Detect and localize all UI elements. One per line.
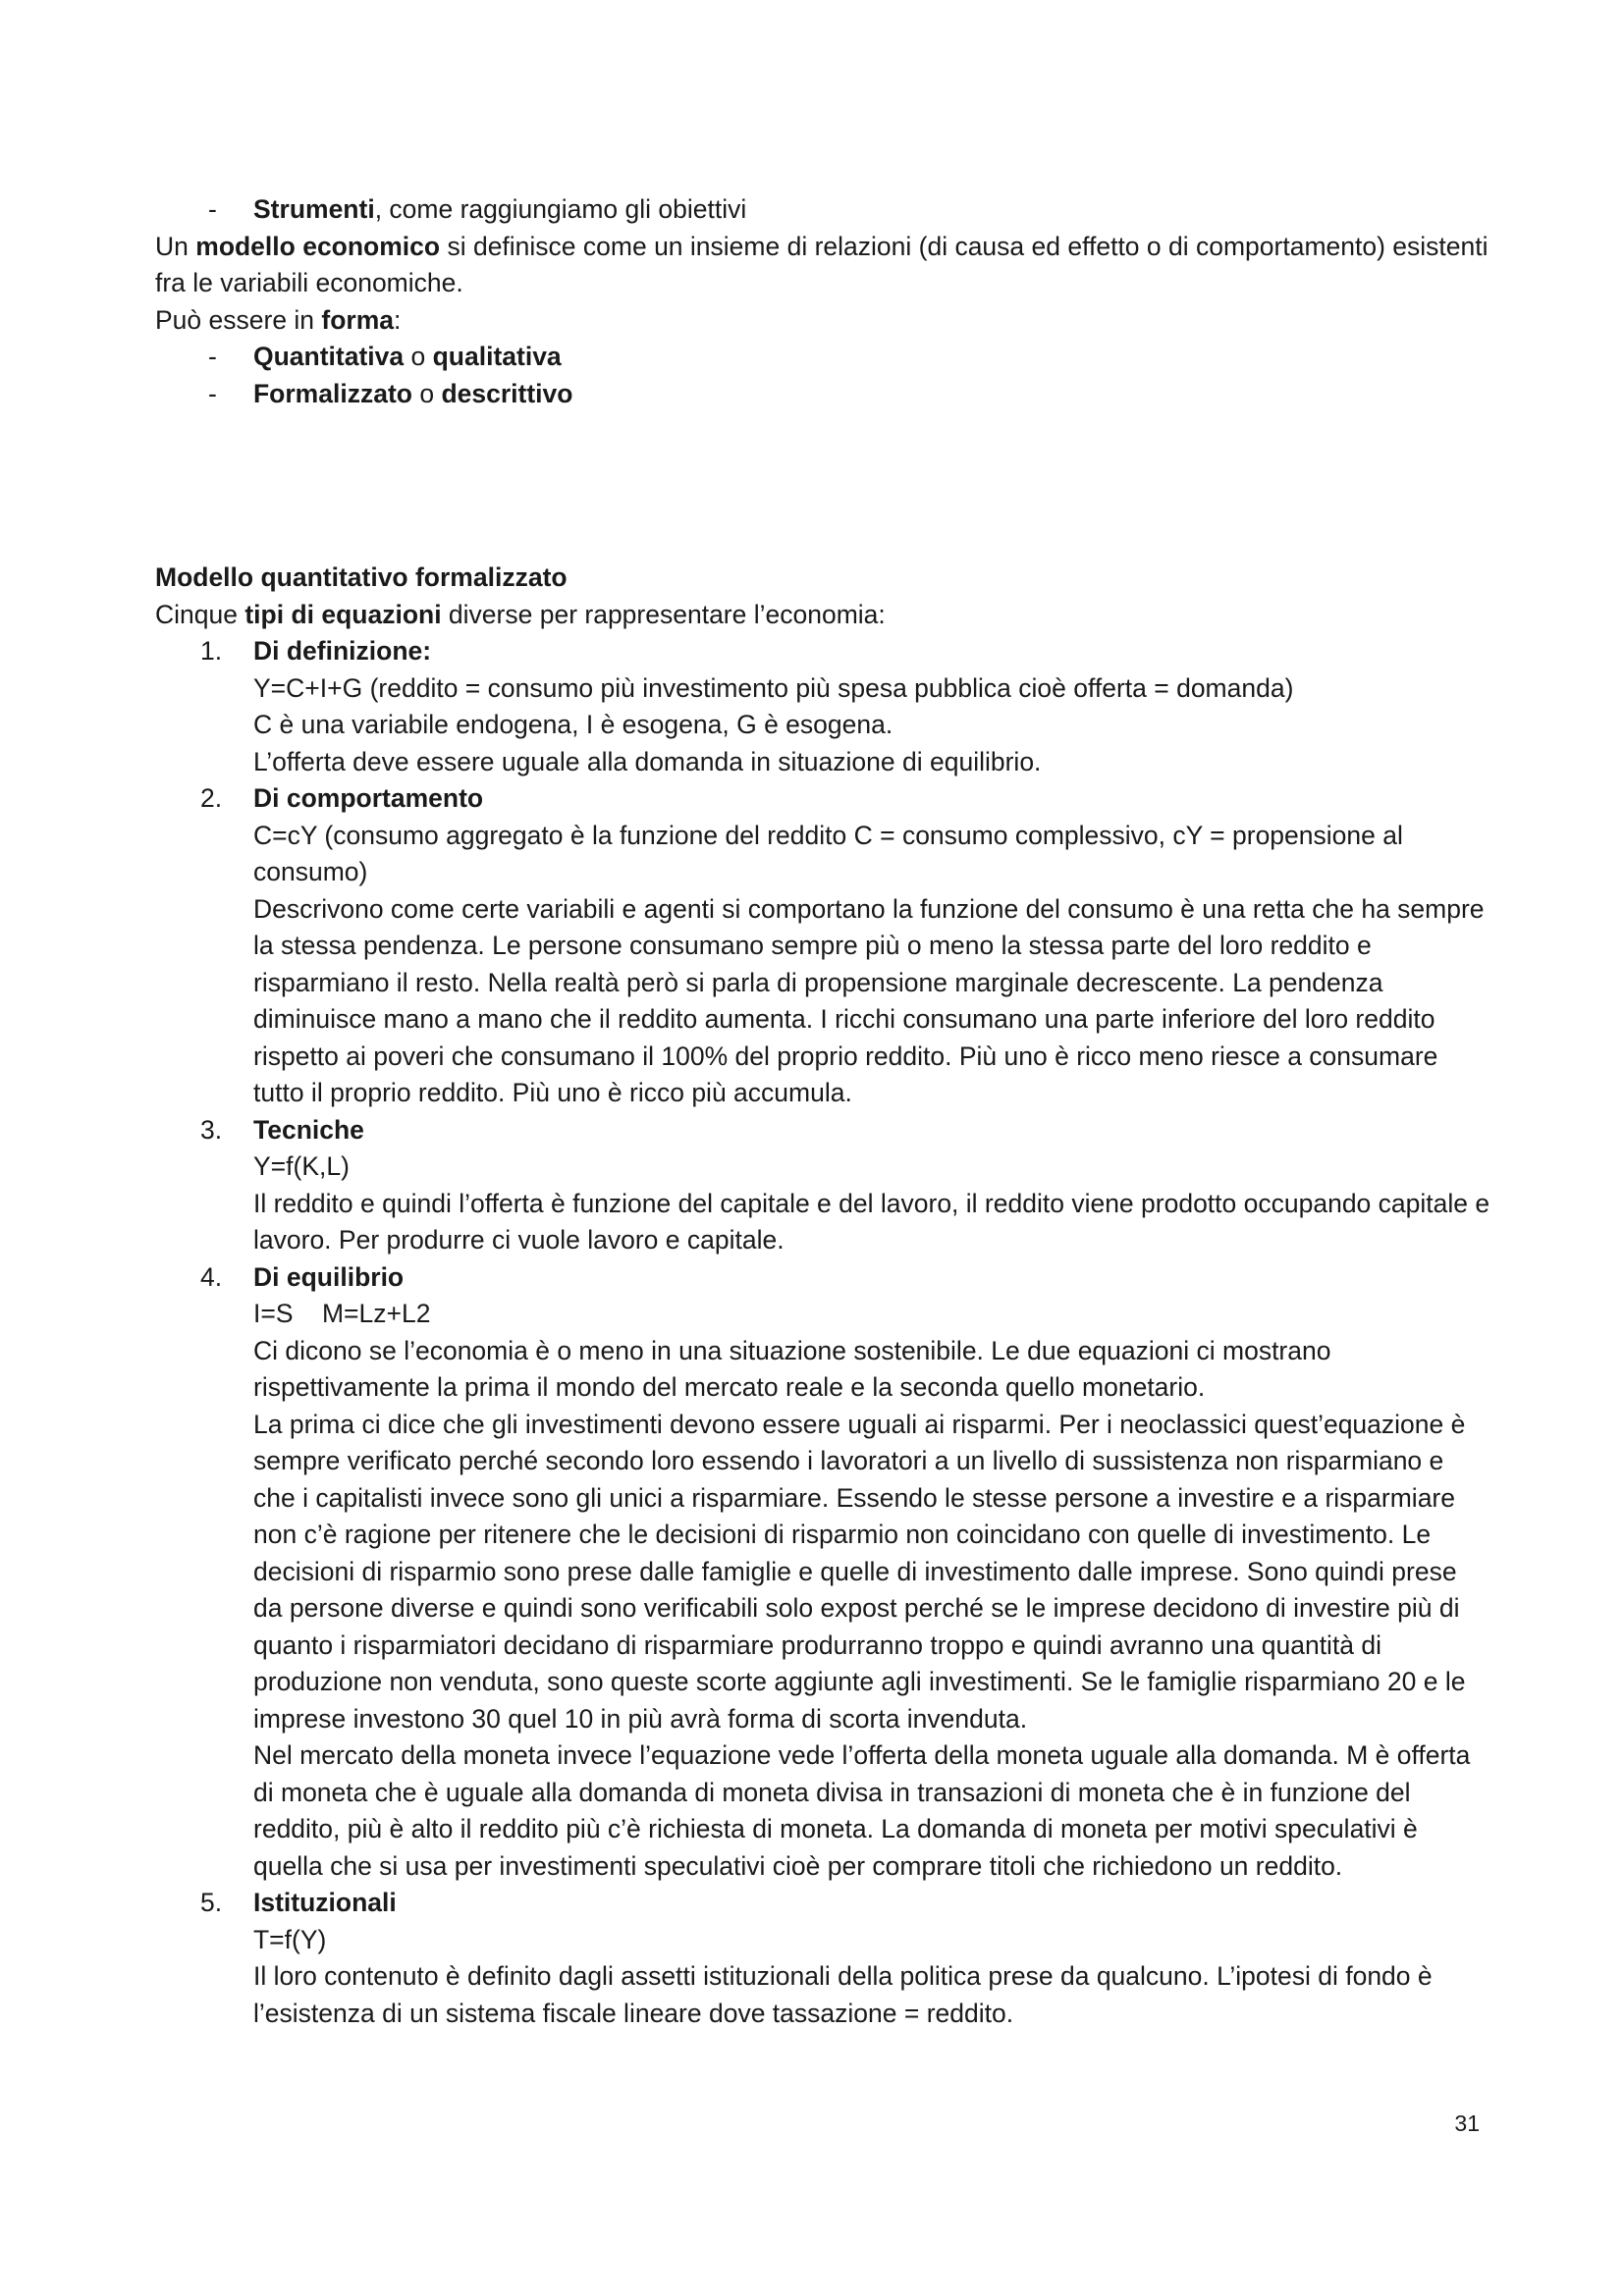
item-number: 5. — [200, 1888, 223, 1917]
equation-type-item — [155, 1259, 1490, 1297]
equation-type-item — [155, 780, 1490, 818]
dash-marker: - — [208, 378, 217, 408]
dash-marker: - — [208, 342, 217, 371]
section-intro: Cinque tipi di equazioni diverse per rappresentare l’economia: — [155, 599, 886, 629]
forma-item: - Quantitativa o qualitativa — [155, 339, 1490, 376]
item-title: Istituzionali — [253, 1888, 397, 1917]
forma-item: - Formalizzato o descrittivo — [155, 376, 1490, 413]
item-number: 2. — [200, 783, 223, 813]
forma-line: Può essere in forma: — [155, 304, 402, 335]
bullet-text: Strumenti, come raggiungiamo gli obiettivi — [253, 194, 747, 224]
equation-type-item: 1. Di definizione: — [155, 633, 1490, 670]
item-number: 1. — [200, 636, 223, 666]
item-number: 4. — [200, 1261, 223, 1292]
item-body: I=S M=Lz+L2 Ci dicono se l’economia è o meno in una situazione sostenibile. Le due equazioni ci mostrano rispettivamente la prima il mondo del mercato reale e la seconda quello monetario. La prima ci dice che gli investimenti devono essere uguali ai risparmi. Per i neoclassici quest’equazione è sempre verificato perché secondo loro essendo i lavoratori a un livello di sussistenza non risparmiano e che i capitalisti invece sono gli unici a risparmiare. Essendo le stesse persone a investire e a risparmiare non c’è ragione per ritenere che le decisioni di risparmio non coincidano con quelle di investimento. Le decisioni di risparmio sono prese dalle famiglie e quelle di investimento dalle imprese. Sono quindi prese da persone diverse e quindi sono verificabili solo expost perché se le imprese decidono di investire più di quanto i risparmiatori decidano di risparmiare produrranno troppo e quindi avranno una quantità di produzione non venduta, sono queste scorte aggiunte agli investimenti. Se le famiglie risparmiano 20 e le imprese investono 30 quel 10 in più avrà forma di scorta invenduta. Nel mercato della moneta invece l’equazione vede l’offerta della moneta uguale alla domanda. M è offerta di moneta che è uguale alla domanda di moneta divisa in transazioni di moneta che è in funzione del reddito, più è alto il reddito più c’è richiesta di moneta. La domanda di moneta per motivi speculativi è quella che si usa per investimenti speculativi cioè per comprare titoli che richiedono un reddito. — [253, 1299, 1471, 1881]
item-title: Di comportamento — [253, 783, 484, 813]
spacer — [155, 412, 1490, 560]
item-title: Tecniche — [253, 1114, 364, 1145]
modello-definition: Un modello economico si definisce come un insieme di relazioni (di causa ed effetto o di comportamento) esistenti fra le variabili economiche. — [155, 231, 1489, 297]
page-number: 31 — [1454, 2110, 1480, 2136]
item-title: Di equilibrio — [253, 1261, 405, 1292]
item-body: Y=f(K,L) Il reddito e quindi l’offerta è funzione del capitale e del lavoro, il reddito viene prodotto occupando capitale e lavoro. Per produrre ci vuole lavoro e capitale. — [253, 1151, 1490, 1255]
item-number: 3. — [200, 1114, 223, 1145]
item-body: T=f(Y) Il loro contenuto è definito dagli assetti istituzionali della politica prese da qualcuno. L’ipotesi di fondo è l’esistenza di un sistema fiscale lineare dove tassazione = reddito. — [253, 1924, 1433, 2028]
section-title: Modello quantitativo formalizzato — [155, 562, 568, 592]
equation-type-item — [155, 1112, 1490, 1149]
item-title: Di definizione — [253, 636, 423, 666]
equation-type-item — [155, 1885, 1490, 1922]
item-body: C=cY (consumo aggregato è la funzione del reddito C = consumo complessivo, cY = propensione al consumo) Descrivono come certe variabili e agenti si comportano la funzione del consumo è una retta che ha sempre la stessa pendenza. Le persone consumano sempre più o meno la stessa parte del loro reddito e risparmiano il resto. Nella realtà però si parla di propensione marginale decrescente. La pendenza diminuisce mano a mano che il reddito aumenta. I ricchi consumano una parte inferiore del loro reddito rispetto ai poveri che consumano il 100% del proprio reddito. Più uno è ricco meno riesce a consumare tutto il proprio reddito. Più uno è ricco più accumula. — [253, 820, 1485, 1107]
strumenti-bullet — [155, 191, 1490, 229]
item-body: Y=C+I+G (reddito = consumo più investimento più spesa pubblica cioè offerta = domanda) C è una variabile endogena, I è esogena, G è esogena. L’offerta deve essere uguale alla domanda in situazione di equilibrio. — [253, 672, 1294, 776]
dash-marker: - — [208, 194, 217, 224]
page-content — [155, 191, 1490, 2032]
